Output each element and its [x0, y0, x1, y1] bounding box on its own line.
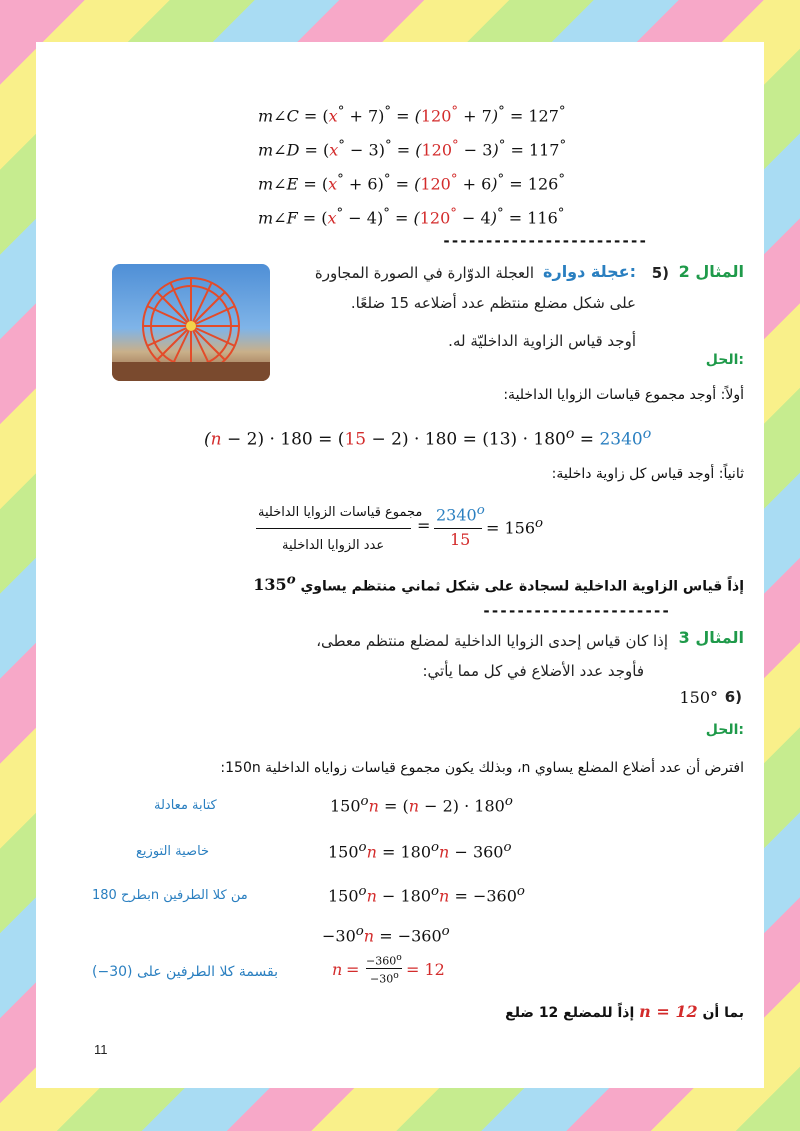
example2-step2: ثانياً: أوجد قياس كل زاوية داخلية: — [551, 466, 744, 482]
example3-tag: المثال 3 — [678, 628, 744, 647]
fraction-result: = $156^o$ — [486, 516, 544, 538]
angle-equation-row: m∠C = (x° + 7)° = (120° + 7)° = 127° — [258, 104, 566, 126]
angle-equation-row: m∠E = (x° + 6)° = (120° + 6)° = 126° — [258, 172, 566, 194]
example2-step1: أولاً: أوجد مجموع قياسات الزوايا الداخلية: — [503, 387, 744, 403]
step5-note: بقسمة كلا الطرفين على (30−) — [92, 964, 278, 980]
example3-assumption: افترض أن عدد أضلاع المضلع يساوي n، وبذلك يكون مجموع قياسات زواياه الداخلية 150n: — [220, 760, 744, 776]
step2-note: خاصية التوزيع — [136, 844, 210, 859]
page-number: 11 — [94, 1042, 108, 1057]
step1-equation: $150^on = (n - 2) \cdot 180^o$ — [330, 794, 513, 816]
example2-solution-label: الحل: — [705, 352, 744, 368]
example2-line1: العجلة الدوّارة في الصورة المجاورة — [314, 264, 534, 282]
example3-line1: إذا كان قياس إحدى الزوايا الداخلية لمضلع منتظم معطى، — [316, 632, 668, 650]
fraction-equals: = — [417, 516, 431, 535]
angle-equation-row: m∠D = (x° − 3)° = (120° − 3)° = 117° — [258, 138, 567, 160]
divider-line: ------------------------ — [442, 232, 647, 250]
fraction-numerator-value: 2340$^o$ — [436, 503, 485, 525]
page-sheet — [36, 42, 764, 1088]
ferris-wheel-photo — [112, 264, 270, 381]
step2-equation: $150^on = 180^on - 360^o$ — [328, 840, 512, 862]
example2-title: عجلة دوارة: — [543, 262, 636, 281]
fraction-denominator-text: عدد الزوايا الداخلية — [282, 538, 385, 553]
example3-line2: فأوجد عدد الأضلاع في كل مما يأتي: — [422, 662, 644, 680]
step5-fraction-bar — [366, 968, 402, 969]
step3-equation: $150^on - 180^on = -360^o$ — [328, 884, 525, 906]
example2-conclusion: إذاً قياس الزاوية الداخلية لسجادة على شكل ثماني منتظم يساوي 135$^o$ — [253, 572, 744, 595]
example3-item-number: 6) — [724, 688, 742, 706]
ferris-wheel-icon — [112, 264, 270, 381]
fraction-bar-value — [434, 528, 482, 529]
example2-line2: على شكل مضلع منتظم عدد أضلاعه 15 ضلعًا. — [350, 294, 636, 312]
example2-tag: المثال 2 — [678, 262, 744, 281]
step4-equation: $-30^on = -360^o$ — [322, 924, 450, 946]
example2-number: 5) — [651, 264, 669, 282]
step5-result: = 12 — [406, 960, 445, 979]
angle-equation-row: m∠F = (x° − 4)° = (120° − 4)° = 116° — [258, 206, 565, 228]
step5-numerator: $-360^o$ — [366, 952, 402, 968]
example3-solution-label: الحل: — [705, 722, 744, 738]
step5-equals: = — [346, 960, 360, 979]
step3-note: بطرح 180n من كلا الطرفين — [92, 888, 248, 903]
example3-item-value: 150° — [679, 688, 718, 707]
divider-line-2: ---------------------- — [482, 602, 670, 620]
sum-equation: $(n - 2) \cdot 180 = (15 - 2) \cdot 180 = (13) \cdot 180^o = 2340^o$ — [204, 426, 652, 450]
fraction-numerator-text: مجموع قياسات الزوايا الداخلية — [258, 505, 423, 520]
fraction-bar-text — [256, 528, 411, 529]
step1-note: كتابة معادلة — [154, 798, 217, 813]
example3-final: بما أن n = 12 إذاً للمضلع 12 ضلع — [505, 1002, 744, 1021]
example2-line3: أوجد قياس الزاوية الداخليّة له. — [448, 332, 636, 350]
step5-denominator: $-30^o$ — [370, 970, 399, 986]
fraction-denominator-value: 15 — [450, 530, 471, 549]
step5-n: n — [332, 960, 343, 979]
